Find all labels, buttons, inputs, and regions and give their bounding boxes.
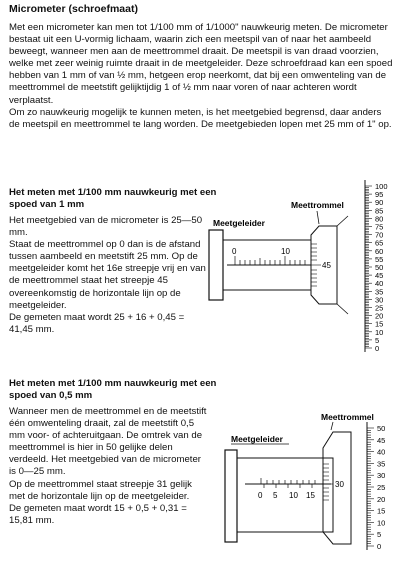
figure2-sleeve-number-5: 5 [273, 491, 278, 500]
scale-number: 0 [377, 542, 382, 551]
figure2-scale-numbers [377, 424, 385, 551]
intro-paragraph-1: Met een micrometer kan men tot 1/100 mm of 1/1000" nauwkeurig meten. De micrometer bestaat uit een U-vormig lichaam, waarin zich een meetspil van of naar het aambeeld beweegt, wanneer men aan de meettrommel draait. De meetspil is van draad voorzien, welke met zeer weinig ruimte draait in de meetgeleider. Deze schroefdraad kan een spoed hebben van 1 mm of van ½ mm, hetgeen erop neerkomt, dat bij een omwenteling van de meettrommel de meetstift gelijktijdig 1 of ½ mm naar voren of naar achteren wordt verplaatst. [9, 22, 393, 106]
scale-number: 25 [375, 303, 384, 313]
scale-number: 70 [375, 230, 384, 240]
figure2-thimble-ticks [319, 464, 333, 500]
figure2-sleeve-number-0: 0 [258, 491, 263, 500]
figure2-label-meettrommel: Meettrommel [321, 412, 374, 422]
section1-body [9, 215, 209, 336]
figure2-label-meetgeleider: Meetgeleider [231, 434, 283, 444]
scale-number: 35 [377, 459, 386, 469]
scale-number: 80 [375, 214, 384, 224]
micrometer-figure-2 [205, 408, 400, 558]
scale-number: 15 [377, 506, 386, 516]
scale-number: 50 [377, 424, 386, 433]
figure2-sleeve [237, 458, 333, 532]
figure1-label-meetgeleider: Meetgeleider [213, 218, 265, 228]
intro-text [9, 22, 393, 131]
section2-body [9, 406, 209, 527]
figure2-sleeve-number-15: 15 [306, 491, 315, 500]
figure2-sleeve-ticks [261, 478, 315, 488]
figure1-scale-ruler [365, 180, 388, 353]
figure1-pointer-value: 45 [322, 261, 331, 270]
scale-number: 15 [375, 319, 384, 329]
scale-number: 45 [377, 435, 386, 445]
figure1-sleeve-number-0: 0 [232, 247, 237, 256]
figure1-collar [209, 230, 223, 300]
scale-number: 40 [375, 279, 384, 289]
scale-number: 40 [377, 447, 386, 457]
section2-heading: Het meten met 1/100 mm nauwkeurig met een spoed van 0,5 mm [9, 378, 217, 401]
scale-number: 50 [375, 263, 384, 272]
micrometer-figure-1 [205, 180, 400, 360]
section1-paragraph-1: Het meetgebied van de micrometer is 25—50 mm. [9, 215, 203, 239]
scale-number: 60 [375, 246, 384, 256]
scale-number: 10 [377, 518, 386, 528]
scale-number: 0 [375, 344, 380, 353]
scale-number: 45 [375, 271, 384, 281]
figure1-label-meettrommel: Meettrommel [291, 200, 344, 210]
figure1-sleeve-ticks [235, 256, 305, 265]
figure2-pointer-value: 30 [335, 480, 344, 489]
scale-number: 20 [377, 494, 386, 504]
scale-number: 5 [375, 335, 380, 345]
scale-number: 85 [375, 206, 384, 216]
figure1-sleeve-number-10: 10 [281, 247, 290, 256]
page-title: Micrometer (schroefmaat) [9, 3, 138, 15]
scale-number: 30 [375, 295, 384, 305]
scale-number: 5 [377, 530, 382, 540]
scale-number: 100 [375, 182, 388, 191]
intro-paragraph-2: Om zo nauwkeurig mogelijk te kunnen meten, is het meetgebied begrensd, daar anders de meetspil en meettrommel te lang worden. De meetgebieden lopen met 25 mm of 1" op. [9, 106, 392, 130]
scale-number: 55 [375, 254, 384, 264]
scale-number: 30 [377, 471, 386, 481]
section1-paragraph-3: De gemeten maat wordt 25 + 16 + 0,45 = 41,45 mm. [9, 311, 185, 335]
scale-number: 90 [375, 198, 384, 208]
section1-paragraph-2: Staat de meettrommel op 0 dan is de afstand tussen aambeeld en meetstift 25 mm. Op de meetgeleider komt het 16e streepje vrij en van de meettrommel staat het streepje 45 overeenkomstig de horizontale lijn op de meetgeleider. [9, 239, 206, 311]
scale-number: 35 [375, 287, 384, 297]
scale-number: 25 [377, 483, 386, 492]
figure1-scale-ticks [365, 186, 372, 348]
scale-number: 20 [375, 311, 384, 321]
scale-number: 75 [375, 222, 384, 232]
scale-number: 10 [375, 327, 384, 337]
section1-heading: Het meten met 1/100 mm nauwkeurig met een spoed van 1 mm [9, 187, 217, 210]
scale-number: 95 [375, 190, 384, 200]
figure2-sleeve-number-10: 10 [289, 491, 298, 500]
scale-number: 65 [375, 238, 384, 248]
figure1-scale-numbers [375, 182, 388, 353]
figure2-scale-ticks [367, 428, 374, 546]
figure1-thimble-ticks [311, 244, 321, 286]
section2-paragraph-1: Wanneer men de meettrommel en de meetstift één omwenteling draait, zal de meetstift 0,5 mm voor- of achteruitgaan. De omtrek van de meettrommel is hier in 50 gelijke delen verdeeld. Het meetgebied van de micrometer is 0—25 mm. [9, 406, 207, 478]
section2-paragraph-3: De gemeten maat wordt 15 + 0,5 + 0,31 = 15,81 mm. [9, 502, 187, 526]
section2-paragraph-2: Op de meettrommel staat streepje 31 gelijk met de horizontale lijn op de meetgeleider. [9, 478, 192, 502]
figure2-scale-ruler [367, 422, 385, 551]
figure2-collar [225, 450, 237, 542]
